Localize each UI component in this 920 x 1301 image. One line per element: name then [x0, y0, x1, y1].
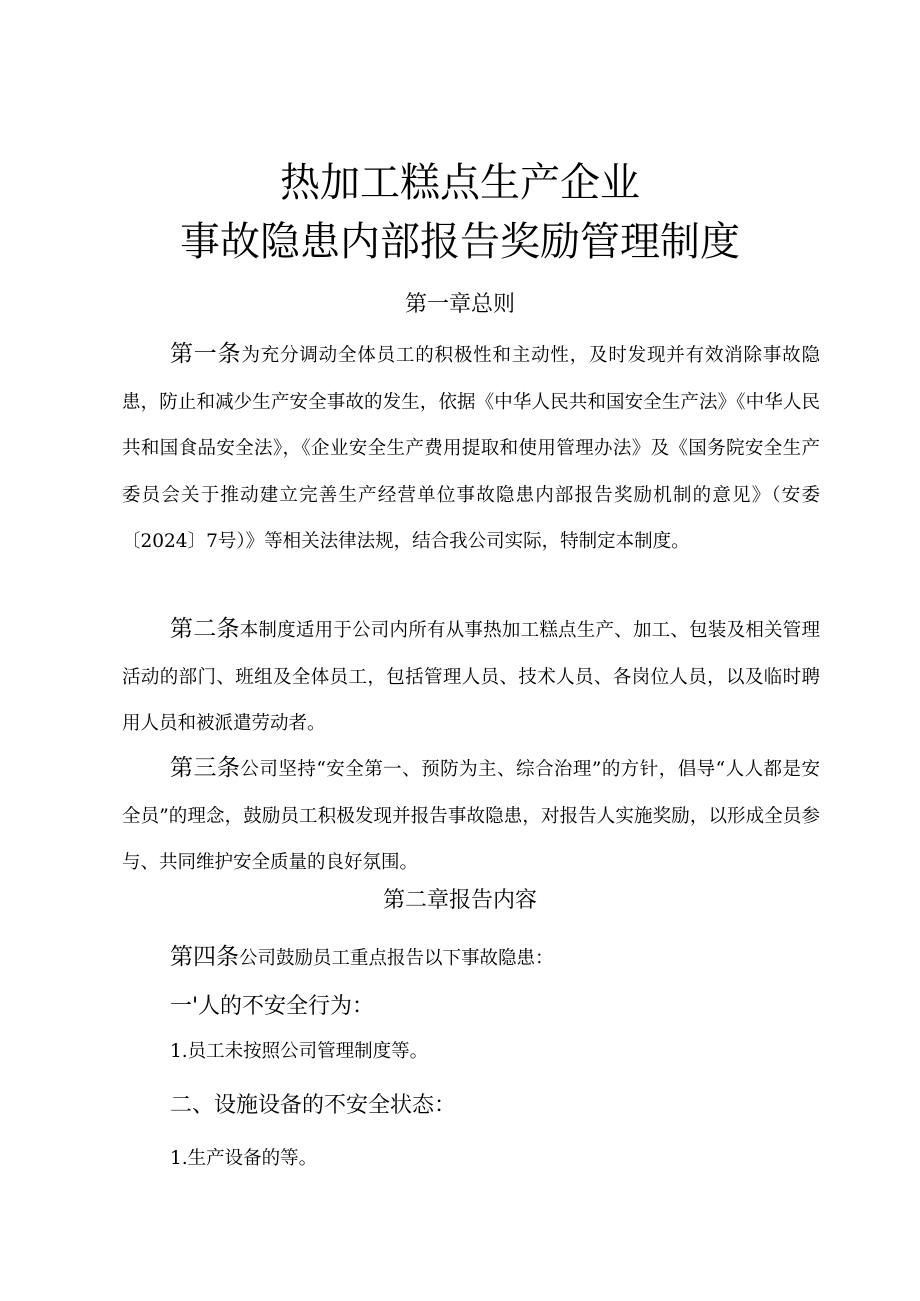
article-2-text: 本制度适用于公司内所有从事热加工糕点生产、加工、包装及相关管理活动的部门、班组及全体员工，包括管理人员、技术人员、各岗位人员，以及临时聘用人员和被派遣劳动者。 [122, 620, 820, 734]
document-title-line2: 事故隐患内部报告奖励管理制度 [180, 219, 740, 265]
subsection-1-item-1: 1.员工未按照公司管理制度等。 [170, 1041, 429, 1062]
chapter-1-heading: 第一章总则 [404, 292, 515, 317]
article-2 [122, 606, 820, 748]
subsection-2-item-1: 1.生产设备的等。 [170, 1148, 318, 1169]
chapter-2-heading: 第二章报告内容 [382, 888, 537, 913]
article-1-label: 第一条 [170, 341, 242, 367]
subsection-2-heading: 二、设施设备的不安全状态： [170, 1093, 457, 1118]
article-1-text: 为充分调动全体员工的积极性和主动性，及时发现并有效消除事故隐患，防止和减少生产安全事故的发生，依据《中华人民共和国安全生产法》《中华人民共和国食品安全法》，《企业安全生产费用提取和使用管理办法》及《国务院安全生产委员会关于推动建立完善生产经营单位事故隐患内部报告奖励机制的意见》（安委〔2024〕7号）》等相关法律法规，结合我公司实际，特制定本制度。 [122, 345, 820, 552]
article-3 [122, 745, 820, 887]
article-3-text: 公司坚持“安全第一、预防为主、综合治理”的方针，倡导“人人都是安全员”的理念，鼓励员工积极发现并报告事故隐患，对报告人实施奖励，以形成全员参与、共同维护安全质量的良好氛围。 [122, 759, 820, 873]
article-4-label: 第四条 [170, 944, 239, 970]
subsection-1-heading: 一'人的不安全行为： [170, 994, 375, 1019]
article-2-label: 第二条 [170, 616, 240, 642]
article-4 [122, 934, 820, 983]
document-title-line1: 热加工糕点生产企业 [280, 160, 640, 206]
article-4-text: 公司鼓励员工重点报告以下事故隐患： [239, 948, 554, 969]
article-3-label: 第三条 [170, 755, 241, 781]
article-1 [122, 331, 820, 566]
